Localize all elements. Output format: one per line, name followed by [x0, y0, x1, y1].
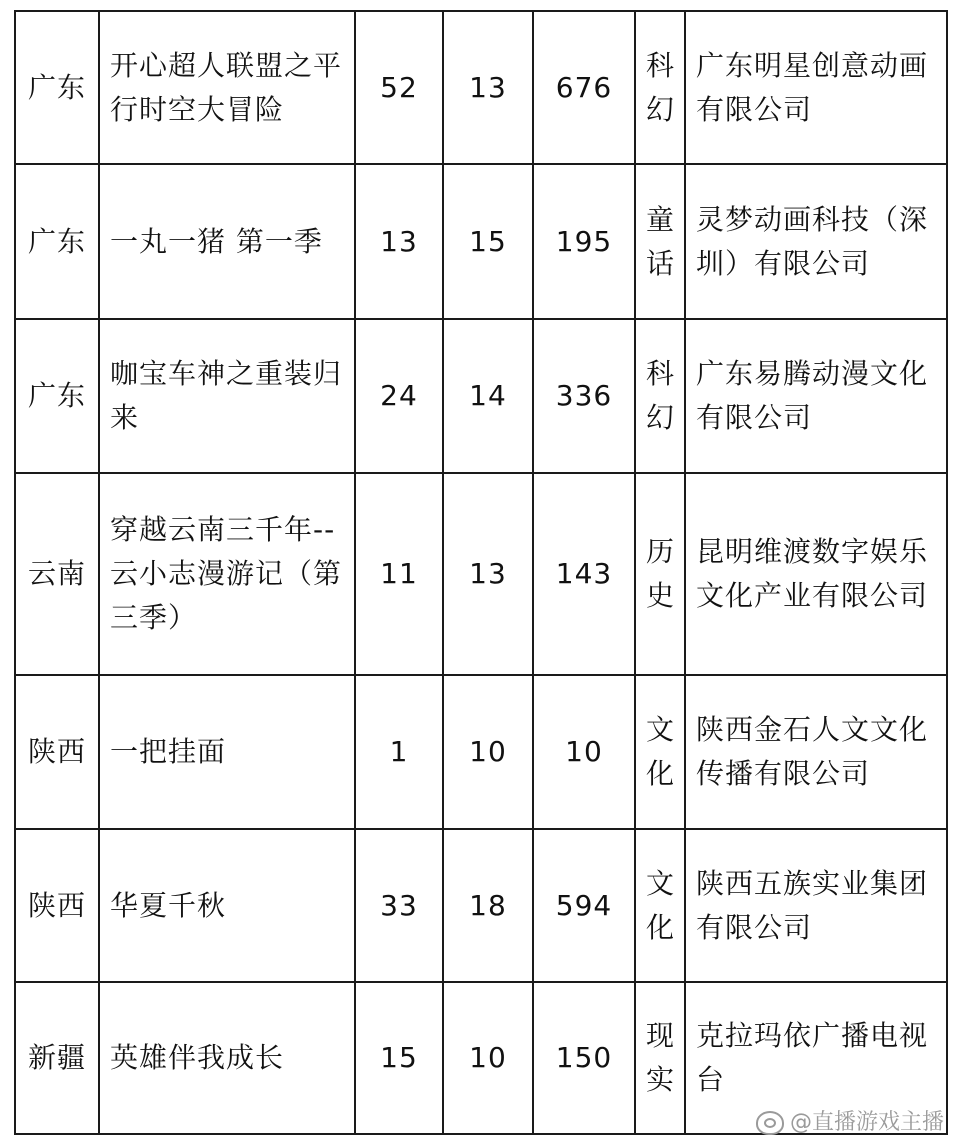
watermark-text: @直播游戏主播 — [789, 1110, 944, 1135]
genre-cell: 文化 — [635, 675, 685, 829]
company-cell: 陕西金石人文文化传播有限公司 — [685, 675, 947, 829]
title-cell: 一把挂面 — [99, 675, 355, 829]
total-minutes-cell: 150 — [533, 982, 635, 1134]
province-cell: 陕西 — [15, 675, 99, 829]
episodes-cell: 1 — [355, 675, 443, 829]
minutes-cell: 13 — [443, 473, 533, 675]
minutes-cell: 10 — [443, 982, 533, 1134]
total-minutes-cell: 594 — [533, 829, 635, 982]
title-cell: 穿越云南三千年--云小志漫游记（第三季） — [99, 473, 355, 675]
total-minutes-cell: 10 — [533, 675, 635, 829]
total-minutes-cell: 336 — [533, 319, 635, 473]
episodes-cell: 11 — [355, 473, 443, 675]
episodes-cell: 24 — [355, 319, 443, 473]
company-cell: 克拉玛依广播电视台 — [685, 982, 947, 1134]
table-row — [15, 11, 947, 164]
genre-cell: 科幻 — [635, 11, 685, 164]
table-row — [15, 829, 947, 982]
province-cell: 广东 — [15, 319, 99, 473]
title-cell: 开心超人联盟之平行时空大冒险 — [99, 11, 355, 164]
company-cell: 广东易腾动漫文化有限公司 — [685, 319, 947, 473]
province-cell: 陕西 — [15, 829, 99, 982]
genre-cell: 文化 — [635, 829, 685, 982]
minutes-cell: 15 — [443, 164, 533, 319]
province-cell: 云南 — [15, 473, 99, 675]
title-cell: 英雄伴我成长 — [99, 982, 355, 1134]
minutes-cell: 10 — [443, 675, 533, 829]
company-cell: 灵梦动画科技（深圳）有限公司 — [685, 164, 947, 319]
minutes-cell: 18 — [443, 829, 533, 982]
weibo-watermark — [756, 1105, 944, 1136]
table-row — [15, 319, 947, 473]
minutes-cell: 13 — [443, 11, 533, 164]
episodes-cell: 52 — [355, 11, 443, 164]
episodes-cell: 13 — [355, 164, 443, 319]
total-minutes-cell: 676 — [533, 11, 635, 164]
genre-cell: 科幻 — [635, 319, 685, 473]
province-cell: 新疆 — [15, 982, 99, 1134]
episodes-cell: 15 — [355, 982, 443, 1134]
table-row — [15, 473, 947, 675]
anime-registry-table — [14, 10, 948, 1135]
total-minutes-cell: 195 — [533, 164, 635, 319]
title-cell: 一丸一猪 第一季 — [99, 164, 355, 319]
table-row — [15, 675, 947, 829]
title-cell: 咖宝车神之重装归来 — [99, 319, 355, 473]
province-cell: 广东 — [15, 164, 99, 319]
title-cell: 华夏千秋 — [99, 829, 355, 982]
genre-cell: 现实 — [635, 982, 685, 1134]
total-minutes-cell: 143 — [533, 473, 635, 675]
company-cell: 陕西五族实业集团有限公司 — [685, 829, 947, 982]
minutes-cell: 14 — [443, 319, 533, 473]
province-cell: 广东 — [15, 11, 99, 164]
table-row — [15, 164, 947, 319]
genre-cell: 童话 — [635, 164, 685, 319]
weibo-icon — [756, 1111, 784, 1135]
company-cell: 广东明星创意动画有限公司 — [685, 11, 947, 164]
company-cell: 昆明维渡数字娱乐文化产业有限公司 — [685, 473, 947, 675]
episodes-cell: 33 — [355, 829, 443, 982]
genre-cell: 历史 — [635, 473, 685, 675]
